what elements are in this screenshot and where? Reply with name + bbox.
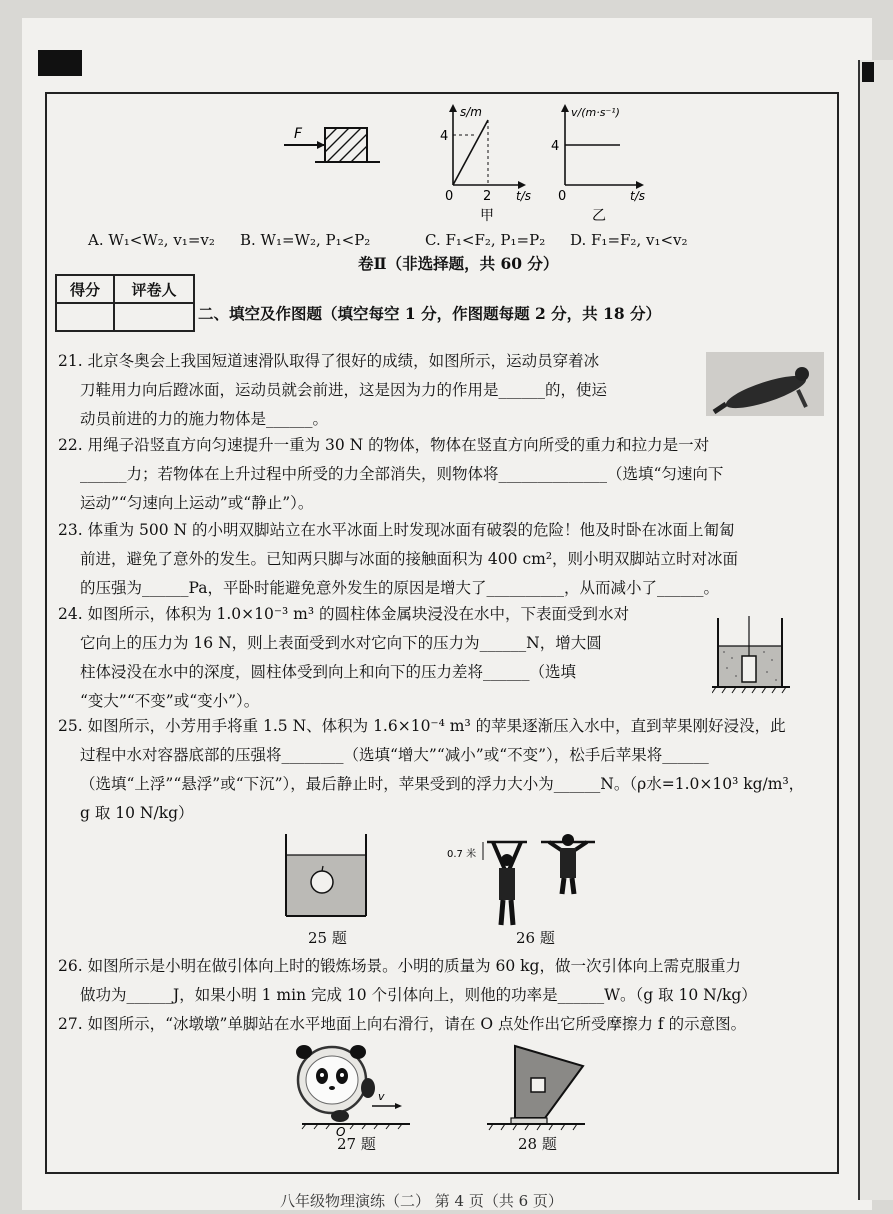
grader-cell[interactable] — [114, 303, 194, 331]
volume-header: 卷Ⅱ（非选择题，共 60 分） — [358, 254, 559, 273]
block-on-ground-figure[interactable] — [485, 1040, 595, 1135]
yi-ylabel: v/(m·s⁻¹) — [571, 106, 620, 119]
q25-line: g 取 10 N/kg） — [80, 804, 194, 822]
yi-caption: 乙 — [592, 208, 606, 224]
option-c: C. F₁<F₂, P₁=P₂ — [425, 231, 546, 249]
option-b: B. W₁=W₂, P₁<P₂ — [240, 231, 371, 249]
q22-line: 22. 用绳子沿竖直方向匀速提升一重为 30 N 的物体，物体在竖直方向所受的重力和拉力是一对 — [58, 436, 710, 454]
jia-ytick: 4 — [440, 129, 449, 144]
q22-line: ______力；若物体在上升过程中所受的力全部消失，则物体将______________（选填“匀速向下 — [80, 465, 724, 483]
graph-jia — [440, 104, 531, 224]
section-title: 二、填空及作图题（填空每空 1 分，作图题每题 2 分，共 18 分） — [198, 304, 662, 323]
q25-line: 25. 如图所示，小芳用手将重 1.5 N、体积为 1.6×10⁻⁴ m³ 的苹果逐渐压入水中，直到苹果刚好浸没，此 — [58, 717, 786, 735]
yi-xlabel: t/s — [630, 189, 645, 203]
question-23 — [58, 516, 828, 603]
fig28-caption: 28 题 — [518, 1135, 557, 1153]
q26-line: 做功为______J，如果小明 1 min 完成 10 个引体向上，则他的功率是______W。（g 取 10 N/kg） — [80, 986, 757, 1004]
bing-dwen-dwen-figure[interactable] — [292, 1040, 422, 1140]
cylinder-in-water-figure — [712, 612, 792, 698]
score-col-label: 得分 — [56, 275, 114, 303]
fig26-height-label: 0.7 米 — [447, 849, 477, 860]
q23-line: 23. 体重为 500 N 的小明双脚站立在水平冰面上时发现冰面有破裂的危险！他及时卧在冰面上匍匐 — [58, 521, 735, 539]
q23-line: 的压强为______Pa，平卧时能避免意外发生的原因是增大了__________，从而减小了______。 — [80, 579, 719, 597]
q21-line: 21. 北京冬奥会上我国短道速滑队取得了很好的成绩，如图所示，运动员穿着冰 — [58, 352, 600, 370]
q22-line: 运动”“匀速向上运动”或“静止”）。 — [80, 494, 314, 512]
q27-line: 27. 如图所示，“冰墩墩”单脚站在水平地面上向右滑行，请在 O 点处作出它所受摩擦力 f 的示意图。 — [58, 1015, 747, 1033]
question-26 — [58, 952, 828, 1010]
fig26-caption: 26 题 — [516, 929, 555, 947]
question-27 — [58, 1010, 828, 1039]
q21-line: 动员前进的力的施力物体是______。 — [80, 410, 329, 428]
q24-line: 它向上的压力为 16 N，则上表面受到水对它向下的压力为______N，增大圆 — [80, 634, 602, 652]
jia-xlabel: t/s — [516, 189, 531, 203]
yi-ytick: 4 — [551, 139, 560, 154]
fig27-v-label: v — [378, 1090, 385, 1103]
score-cell[interactable] — [56, 303, 114, 331]
q21-line: 刀鞋用力向后蹬冰面，运动员就会前进，这是因为力的作用是______的，使运 — [80, 381, 608, 399]
q24-line: “变大”“不变”或“变小”）。 — [80, 692, 260, 710]
yi-origin: 0 — [558, 189, 567, 204]
registration-mark-right — [862, 62, 874, 82]
question-22 — [58, 431, 828, 518]
q26-line: 26. 如图所示是小明在做引体向上时的锻炼场景。小明的质量为 60 kg，做一次引体向上需克服重力 — [58, 957, 741, 975]
q24-line: 柱体浸没在水中的深度，圆柱体受到向上和向下的压力差将______（选填 — [80, 663, 577, 681]
force-block-diagram — [284, 126, 380, 162]
q23-line: 前进，避免了意外的发生。已知两只脚与冰面的接触面积为 400 cm²，则小明双脚站立时对冰面 — [80, 550, 739, 568]
fig25-caption: 25 题 — [308, 929, 347, 947]
apple-in-water-figure — [282, 830, 372, 930]
score-table — [55, 274, 195, 332]
jia-origin: 0 — [445, 189, 454, 204]
jia-xtick: 2 — [483, 189, 492, 204]
figure-top — [270, 100, 670, 225]
fig27-o-label: O — [336, 1125, 346, 1139]
speed-skater-photo — [706, 352, 824, 416]
force-label: F — [294, 126, 303, 142]
q25-line: 过程中水对容器底部的压强将________（选填“增大”“减小”或“不变”），松手后苹果将______ — [80, 746, 709, 764]
option-d: D. F₁=F₂, v₁<v₂ — [570, 231, 688, 249]
q24-line: 24. 如图所示，体积为 1.0×10⁻³ m³ 的圆柱体金属块浸没在水中，下表面受到水对 — [58, 605, 630, 623]
q25-line: （选填“上浮”“悬浮”或“下沉”），最后静止时，苹果受到的浮力大小为______N。（ρ水=1.0×10³ kg/m³， — [80, 775, 805, 793]
registration-mark — [38, 50, 82, 76]
jia-ylabel: s/m — [460, 105, 482, 119]
page-footer: 八年级物理演练（二） 第 4 页（共 6 页） — [280, 1192, 563, 1210]
fig27-caption: 27 题 — [337, 1135, 376, 1153]
grader-col-label: 评卷人 — [114, 275, 194, 303]
pull-up-figure — [445, 830, 605, 930]
next-page-edge — [858, 60, 893, 1200]
jia-caption: 甲 — [480, 208, 494, 224]
option-a: A. W₁<W₂, v₁=v₂ — [88, 231, 215, 249]
question-25 — [58, 712, 828, 828]
graph-yi — [551, 104, 645, 224]
